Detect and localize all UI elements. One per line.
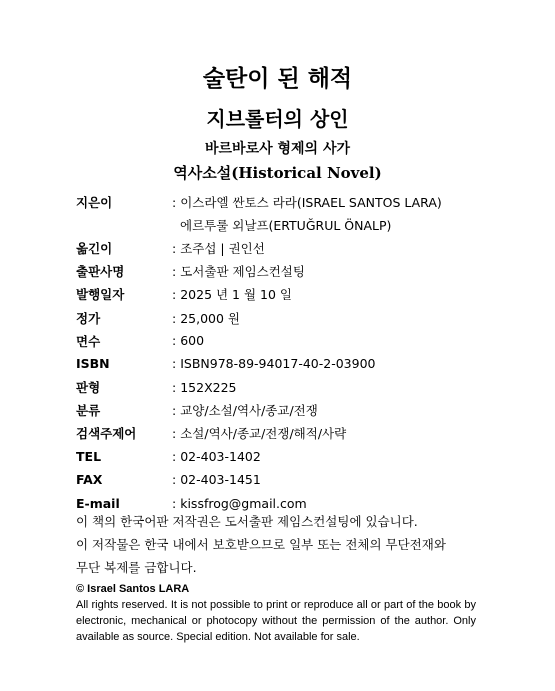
info-row-keywords: 검색주제어 : 소설/역사/종교/전쟁/해적/사략 [76,426,347,442]
copyright-notice-korean [76,510,486,579]
info-row-date: 발행일자 : 2025 년 1 월 10 일 [76,287,292,303]
info-row-author: 지은이 : 이스라엘 싼토스 라라(ISRAEL SANTOS LARA) [76,194,442,210]
info-value: 2025 년 1 월 10 일 [180,287,292,303]
info-value: kissfrog@gmail.com [180,495,307,511]
copyright-holder: © Israel Santos LARA [76,583,190,595]
info-row-isbn: ISBN : ISBN978-89-94017-40-2-03900 [76,356,376,372]
info-value: 02-403-1402 [180,449,261,465]
info-value: 교양/소설/역사/종교/전쟁 [180,403,318,419]
info-label: FAX [76,472,103,488]
info-label: 옮긴이 [76,240,113,256]
info-row-fax: FAX : 02-403-1451 [76,472,261,488]
notice-line: 이 책의 한국어판 저작권은 도서출판 제임스컨설팅에 있습니다. [76,514,418,529]
genre-korean: 역사소설 [173,164,232,182]
book-title: 술탄이 된 해적 [202,66,353,92]
info-label: 정가 [76,310,101,326]
info-row-category: 분류 : 교양/소설/역사/종교/전쟁 [76,403,318,419]
info-label: 발행일자 [76,287,125,303]
copyright-notice-english [76,581,476,645]
info-row-price: 정가 : 25,000 원 [76,310,241,326]
info-label: 면수 [76,333,101,349]
info-value: 25,000 원 [180,310,241,326]
info-label: ISBN [76,356,110,372]
info-label: TEL [76,449,102,465]
info-label: 검색주제어 [76,426,137,442]
info-row-translator: 옮긴이 : 조주섭 | 권인선 [76,240,265,256]
info-label: 판형 [76,380,101,396]
info-value: ISBN978-89-94017-40-2-03900 [180,356,376,372]
info-value: 조주섭 | 권인선 [180,240,265,256]
info-value: 152X225 [180,379,237,395]
info-value: 600 [180,333,205,349]
info-value: 도서출판 제임스컨설팅 [180,264,305,280]
notice-line: 이 저작물은 한국 내에서 보호받으므로 일부 또는 전체의 무단전재와 [76,537,446,552]
info-row-author-cont [76,213,496,236]
info-value: 에르투룰 외날프(ERTUĞRUL ÖNALP) [180,217,392,233]
info-label: E-mail [76,495,120,511]
info-label: 출판사명 [76,264,125,280]
notice-line: 무단 복제를 금합니다. [76,560,197,575]
info-label: 분류 [76,403,101,419]
info-label: 지은이 [76,194,113,210]
info-row-publisher: 출판사명 : 도서출판 제임스컨설팅 [76,264,305,280]
info-value: 02-403-1451 [180,472,261,488]
publication-info [76,190,496,515]
rights-statement: All rights reserved. It is not possible to print or reproduce all or part of the book by electronic, mechanical or photocopy without the permission of the author. Only available as source. Special edition. Not available for sale. [76,599,476,643]
book-subtitle: 지브롤터의 상인 [206,107,349,131]
info-row-format: 판형 : 152X225 [76,379,237,396]
info-row-email: E-mail : kissfrog@gmail.com [76,495,307,511]
info-row-tel: TEL : 02-403-1402 [76,449,261,465]
info-value: 소설/역사/종교/전쟁/해적/사략 [180,426,347,442]
info-row-pages: 면수 : 600 [76,333,205,349]
info-value: 이스라엘 싼토스 라라(ISRAEL SANTOS LARA) [180,194,442,210]
genre-line [0,162,555,183]
series-title: 바르바로사 형제의 사가 [205,141,350,157]
genre-english: (Historical Novel) [231,164,382,182]
